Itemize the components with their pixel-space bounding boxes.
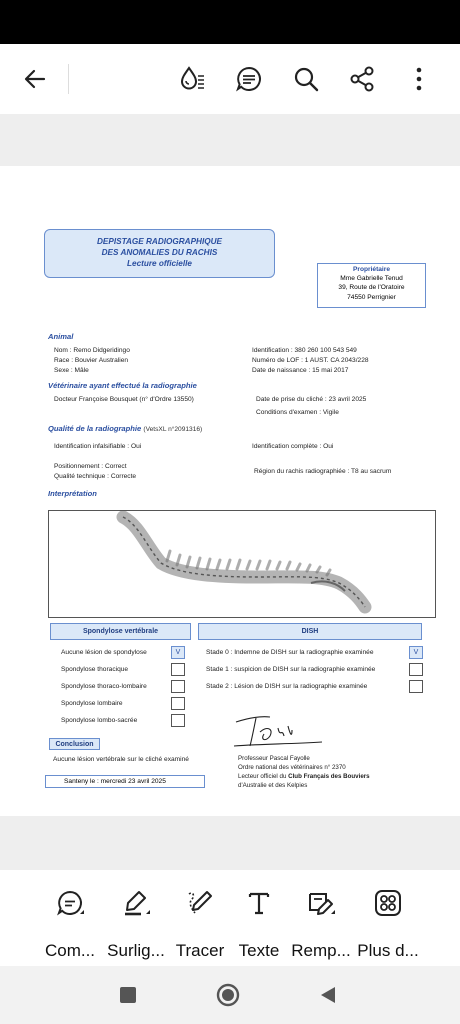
vet-conditions: Conditions d'examen : Vigile (256, 409, 339, 416)
home-icon[interactable] (213, 980, 243, 1010)
signature (230, 708, 330, 752)
highlight-icon (121, 888, 151, 918)
system-nav-bar (0, 966, 460, 1024)
spondylose-row-1-label: Aucune lésion de spondylose (61, 649, 147, 656)
owner-name: Mme Gabrielle Tenud (340, 275, 403, 283)
signer-name: Professeur Pascal Fayolle (238, 755, 310, 762)
signer-ordre: Ordre national des vétérinaires n° 2370 (238, 764, 346, 771)
signer-lecteur (238, 773, 370, 780)
tool-more[interactable] (348, 880, 428, 958)
tool-highlight-label: Surlig... (107, 941, 165, 960)
tool-draw-label: Tracer (175, 941, 225, 960)
vet-date: Date de prise du cliché : 23 avril 2025 (256, 396, 367, 403)
animal-heading: Animal (48, 332, 74, 341)
owner-heading: Propriétaire (352, 266, 390, 273)
tool-text-label: Texte (238, 941, 280, 960)
quality-region: Région du rachis radiographiée : T8 au sacrum (254, 468, 392, 475)
quality-technique: Qualité technique : Correcte (54, 473, 137, 480)
fill-sign-icon (306, 888, 336, 918)
interpretation-heading: Interprétation (48, 489, 97, 498)
draw-icon (185, 888, 215, 918)
quality-position: Positionnement : Correct (54, 463, 127, 470)
quality-heading-text: Qualité de la radiographie (48, 424, 142, 433)
page-gap-bottom (0, 816, 460, 870)
quality-id-infal: Identification infalsifiable : Oui (54, 443, 142, 450)
pdf-page[interactable] (0, 166, 460, 816)
spine-illustration (49, 511, 435, 617)
read-aloud-icon[interactable] (171, 58, 213, 100)
place-date-box (45, 775, 205, 788)
place-date: Santeny le : mercredi 23 avril 2025 (64, 778, 166, 785)
spondylose-row-4-checkbox[interactable] (171, 697, 185, 710)
title-line-1: DEPISTAGE RADIOGRAPHIQUE (97, 237, 222, 246)
tool-comment-label: Com... (44, 941, 96, 960)
animal-lof: Numéro de LOF : 1 AUST. CA 2043/228 (252, 357, 369, 364)
text-icon (244, 888, 274, 918)
spondylose-row-3-checkbox[interactable] (171, 680, 185, 693)
tool-more-label: Plus d... (357, 941, 419, 960)
more-tools-icon (373, 888, 403, 918)
animal-race: Race : Bouvier Australien (54, 357, 129, 364)
owner-box (317, 263, 426, 308)
signer-lecteur-prefix: Lecteur officiel du (238, 773, 289, 780)
more-vertical-icon[interactable] (398, 58, 440, 100)
comment-list-icon[interactable] (228, 58, 270, 100)
animal-naissance: Date de naissance : 15 mai 2017 (252, 367, 349, 374)
vet-heading: Vétérinaire ayant effectué la radiographie (48, 381, 197, 390)
owner-city: 74550 Perrignier (347, 293, 396, 301)
recents-icon[interactable] (113, 980, 143, 1010)
search-icon[interactable] (285, 58, 327, 100)
back-icon[interactable] (313, 980, 343, 1010)
tool-fill-sign-label: Remp... (291, 941, 351, 960)
dish-row-2-label: Stade 1 : suspicion de DISH sur la radiographie examinée (206, 666, 376, 673)
dish-row-3-label: Stade 2 : Lésion de DISH sur la radiographie examinée (206, 683, 368, 690)
comment-icon (55, 888, 85, 918)
spondylose-row-4-label: Spondylose lombaire (61, 700, 123, 707)
app-bar-divider (68, 64, 69, 94)
spine-diagram (48, 510, 436, 618)
quality-ref: (VetsXL n°2091316) (143, 426, 203, 433)
app-bar (0, 44, 460, 114)
conclusion-header: Conclusion (49, 738, 100, 750)
spondylose-row-2-label: Spondylose thoracique (61, 666, 129, 673)
page-gap-top (0, 114, 460, 166)
quality-id-complete: Identification complète : Oui (252, 443, 334, 450)
dish-row-3-checkbox[interactable] (409, 680, 423, 693)
animal-sexe: Sexe : Mâle (54, 367, 89, 374)
title-line-3: Lecture officielle (127, 259, 192, 269)
conclusion-text: Aucune lésion vertébrale sur le cliché examiné (53, 756, 189, 763)
spondylose-header: Spondylose vertébrale (50, 623, 191, 640)
spondylose-row-5-checkbox[interactable] (171, 714, 185, 727)
status-bar (0, 0, 460, 44)
title-line-2: DES ANOMALIES DU RACHIS (101, 248, 218, 258)
animal-identification: Identification : 380 260 100 543 549 (252, 347, 357, 354)
spondylose-row-3-label: Spondylose thoraco-lombaire (61, 683, 147, 690)
signer-club-2: d'Australie et des Kelpies (238, 782, 308, 789)
share-icon[interactable] (341, 58, 383, 100)
back-arrow-icon[interactable] (14, 58, 56, 100)
vet-name: Docteur Françoise Bousquet (n° d'Ordre 13550) (54, 396, 194, 403)
signer-club: Club Français des Bouviers (288, 773, 370, 780)
owner-address: 39, Route de l'Oratoire (338, 284, 405, 292)
animal-nom: Nom : Remo Didgeridingo (54, 347, 130, 354)
dish-header: DISH (198, 623, 422, 640)
spondylose-row-5-label: Spondylose lombo-sacrée (61, 717, 138, 724)
bottom-toolbar (0, 870, 460, 966)
spondylose-row-1-checkbox[interactable]: V (171, 646, 185, 659)
dish-row-2-checkbox[interactable] (409, 663, 423, 676)
document-title-box (44, 229, 275, 278)
dish-row-1-label: Stade 0 : Indemne de DISH sur la radiographie examinée (206, 649, 374, 656)
dish-row-1-checkbox[interactable]: V (409, 646, 423, 659)
quality-heading (48, 424, 202, 433)
spondylose-row-2-checkbox[interactable] (171, 663, 185, 676)
